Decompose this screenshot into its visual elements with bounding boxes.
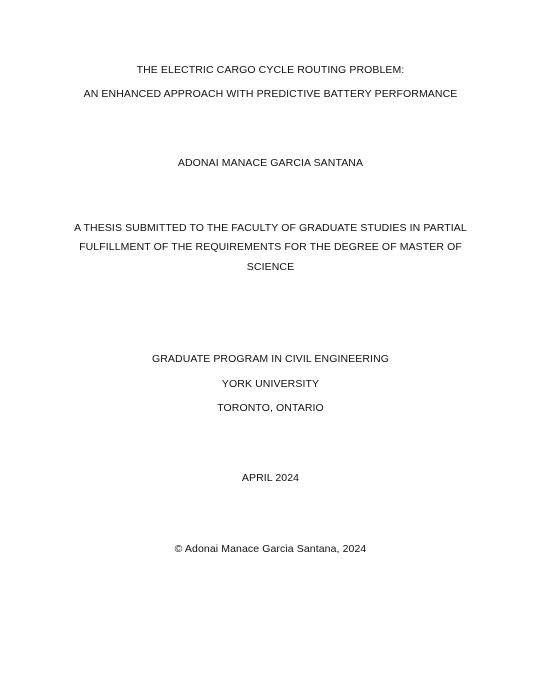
university-name: YORK UNIVERSITY	[221, 378, 320, 390]
copyright-notice: © Adonai Manace Garcia Santana, 2024	[174, 543, 367, 555]
submission-date: APRIL 2024	[241, 472, 300, 484]
thesis-title-line-1: THE ELECTRIC CARGO CYCLE ROUTING PROBLEM:	[136, 64, 405, 76]
submission-statement-line-3: SCIENCE	[246, 261, 295, 273]
author-name: ADONAI MANACE GARCIA SANTANA	[177, 157, 364, 169]
submission-statement-line-2: FULFILLMENT OF THE REQUIREMENTS FOR THE DEGREE OF MASTER OF	[79, 241, 462, 253]
university-location: TORONTO, ONTARIO	[217, 402, 324, 414]
graduate-program: GRADUATE PROGRAM IN CIVIL ENGINEERING	[151, 353, 390, 365]
submission-statement-line-1: A THESIS SUBMITTED TO THE FACULTY OF GRADUATE STUDIES IN PARTIAL	[74, 222, 467, 234]
thesis-title-line-2: AN ENHANCED APPROACH WITH PREDICTIVE BATTERY PERFORMANCE	[83, 88, 458, 100]
